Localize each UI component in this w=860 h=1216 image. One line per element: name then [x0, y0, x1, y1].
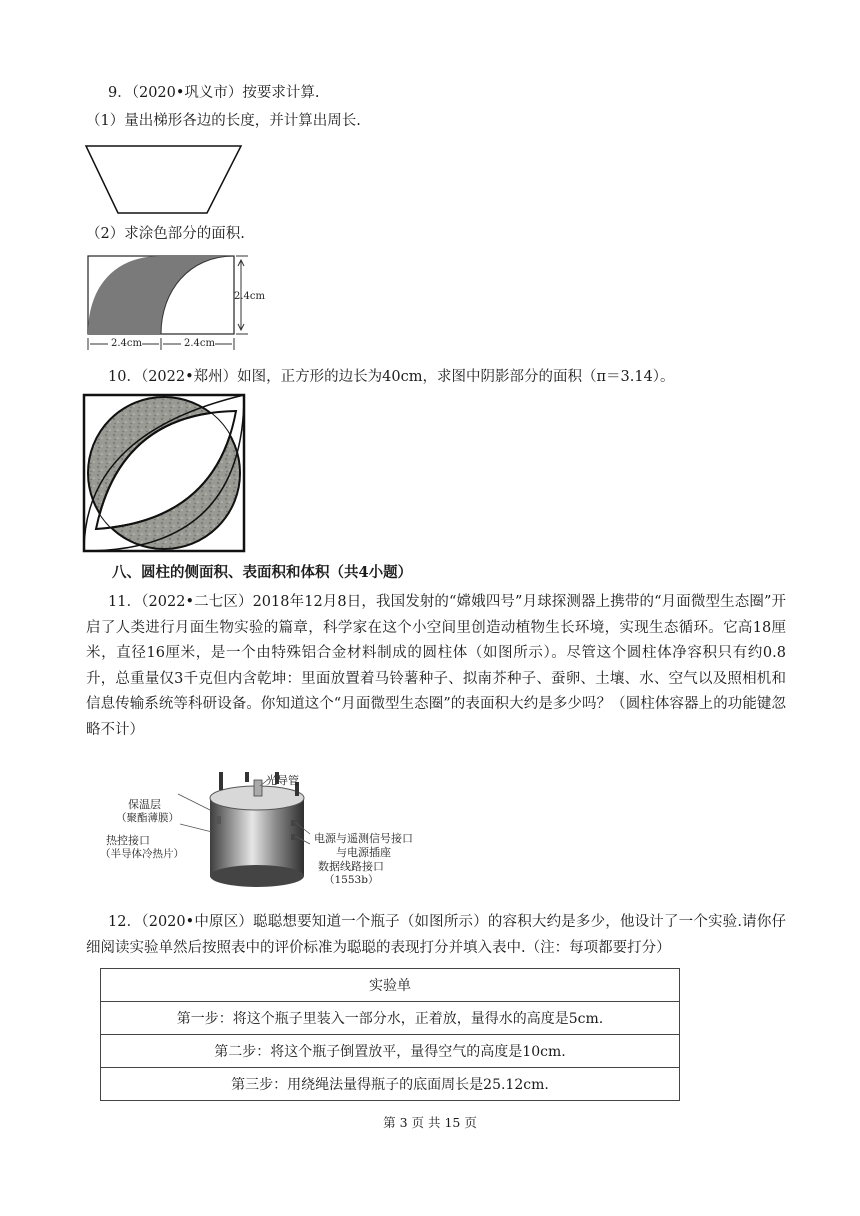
section8-title: 八、圆柱的侧面积、表面积和体积（共4小题） — [112, 564, 413, 581]
table-cell: 第一步：将这个瓶子里装入一部分水，正着放，量得水的高度是5cm. — [101, 1002, 680, 1035]
dim-right-label: 2.4cm — [184, 338, 215, 349]
square-leaf-figure — [80, 393, 248, 555]
label-data: 数据线路接口 — [318, 860, 384, 873]
label-remote: 电源与遥测信号接口 — [314, 832, 413, 845]
trapezoid-figure — [84, 144, 244, 216]
q11-text: 11．（2022•二七区）2018年12月8日，我国发射的“嫦娥四号”月球探测器上携带的“月面微型生态圈”开启了人类进行月面生物实验的篇章，科学家在这个小空间里创造动植物生长环境，实现生态循环。它高18厘米，直径16厘米，是一个由特殊铝合金材料制成的圆柱体（如图所示）。尽管这个圆柱体净容积只有约0.8升，总重量仅3千克但内含乾坤：里面放置着马铃薯种子、拟南芥种子、蚕卵、土壤、水、空气以及照相机和信息传输系统等科研设备。你知道这个“月面微型生态圈”的表面积大约是多少吗？（圆柱体容器上的功能键忽略不计） — [86, 594, 786, 738]
label-thermal: 热控接口 — [106, 834, 150, 847]
label-insulation-detail: （聚酯薄膜） — [116, 812, 179, 824]
table-cell: 第二步：将这个瓶子倒置放平，量得空气的高度是10cm. — [101, 1035, 680, 1068]
q9-part1: （1）量出梯形各边的长度，并计算出周长. — [86, 113, 361, 129]
q10-text: 10．（2022•郑州）如图，正方形的边长为40cm，求图中阴影部分的面积（π＝3.14）。 — [108, 369, 675, 385]
label-remote-detail: 与电源插座 — [336, 846, 391, 859]
q9-part2: （2）求涂色部分的面积. — [86, 226, 245, 242]
label-data-detail: （1553b） — [324, 874, 379, 886]
shaded-region — [88, 256, 234, 334]
label-thermal-detail: （半导体冷热片） — [100, 848, 184, 860]
table-cell: 第三步：用绕绳法量得瓶子的底面周长是25.12cm. — [101, 1068, 680, 1101]
label-light-guide: 光导管 — [266, 774, 299, 787]
table-row — [101, 1002, 680, 1035]
q12-text: 12．（2020•中原区）聪聪想要知道一个瓶子（如图所示）的容积大约是多少，他设计了一个实验.请你仔细阅读实验单然后按照表中的评价标准为聪聪的表现打分并填入表中.（注：每项都要打分） — [86, 914, 786, 956]
table-row — [101, 969, 680, 1002]
table-row — [101, 1068, 680, 1101]
cylinder-bottom — [210, 865, 304, 887]
table-row — [101, 1035, 680, 1068]
q9-heading: 9．（2020•巩义市）按要求计算. — [108, 85, 320, 101]
page-footer: 第 3 页 共 15 页 — [383, 1115, 477, 1130]
table-header-cell: 实验单 — [101, 969, 680, 1002]
trapezoid-shape — [86, 146, 241, 213]
dim-left-label: 2.4cm — [111, 338, 142, 349]
dim-height-label: 2.4cm — [234, 291, 265, 302]
label-insulation: 保温层 — [128, 798, 161, 811]
experiment-table — [100, 968, 680, 1101]
